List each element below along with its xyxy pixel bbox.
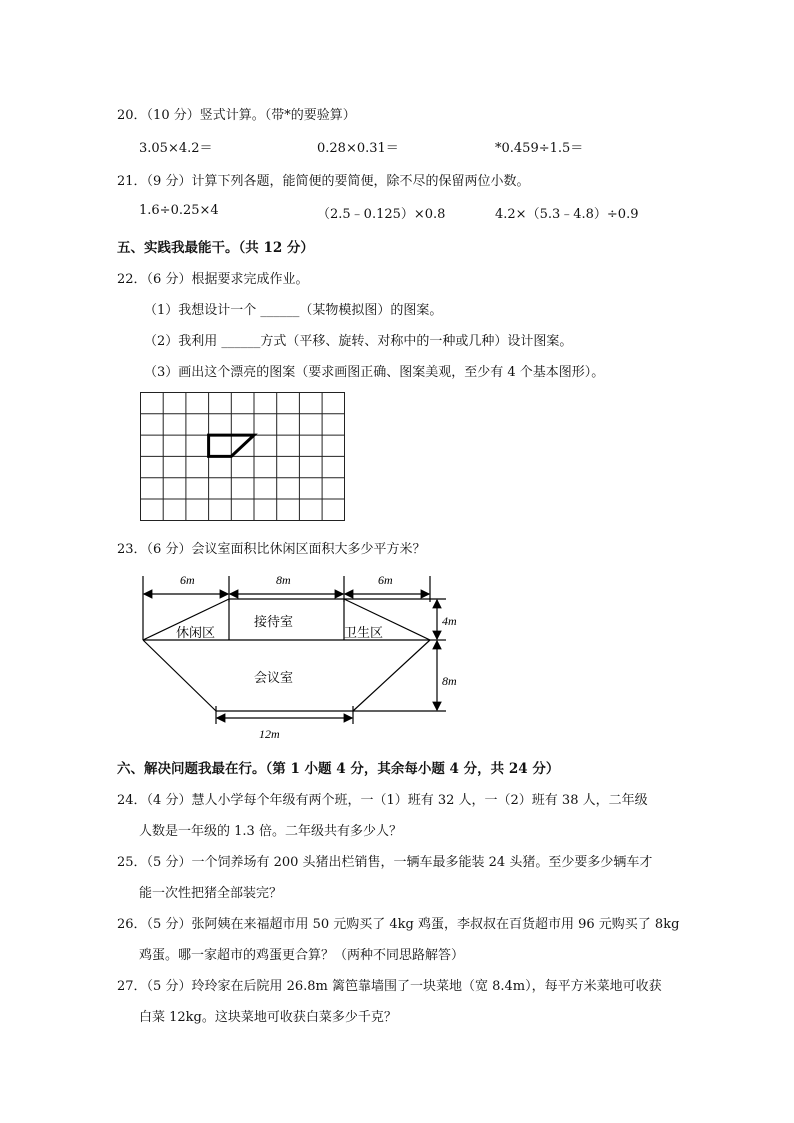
q26-line-2: 鸡蛋。哪一家超市的鸡蛋更合算？（两种不同思路解答）: [139, 948, 465, 963]
q22-line-1: （1）我想设计一个 ______（某物模拟图）的图案。: [144, 303, 443, 318]
q27-line-1: 27．（5 分）玲玲家在后院用 26.8m 篱笆靠墙围了一块菜地（宽 8.4m），每平方米菜地可收获: [117, 979, 662, 994]
floor-plan-diagram: [138, 568, 468, 752]
q23-title: 23．（6 分）会议室面积比休闲区面积大多少平方米？: [117, 542, 426, 557]
q22-title: 22．（6 分）根据要求完成作业。: [117, 272, 309, 287]
q27-line-2: 白菜 12kg。这块菜地可收获白菜多少千克？: [139, 1010, 397, 1025]
q25-line-2: 能一次性把猪全部装完？: [139, 886, 283, 901]
dim-top-left: 6m: [180, 573, 195, 587]
dim-right-lower: 8m: [442, 674, 457, 688]
q24-line-2: 人数是一年级的 1.3 倍。二年级共有多少人？: [139, 824, 402, 839]
dim-top-right: 6m: [378, 573, 393, 587]
dim-bottom: 12m: [259, 727, 280, 741]
q21-title: 21．（9 分）计算下列各题，能简便的要简便，除不尽的保留两位小数。: [117, 174, 530, 189]
label-reception: 接待室: [254, 615, 294, 630]
label-rest-area: 休闲区: [176, 626, 216, 641]
q21-item-2: （2.5﹣0.125）×0.8: [317, 207, 446, 222]
section-5-heading: 五、实践我最能干。（共 12 分）: [117, 240, 314, 256]
q20-title: 20．（10 分）竖式计算。（带*的要验算）: [117, 108, 356, 123]
q25-line-1: 25．（5 分）一个饲养场有 200 头猪出栏销售，一辆车最多能装 24 头猪。至少要多少辆车才: [117, 855, 653, 870]
dim-top-middle: 8m: [276, 573, 291, 587]
q21-item-3: 4.2×（5.3﹣4.8）÷0.9: [495, 207, 639, 222]
q20-item-3: *0.459÷1.5＝: [495, 141, 584, 156]
q26-line-1: 26．（5 分）张阿姨在来福超市用 50 元购买了 4kg 鸡蛋，李叔叔在百货超市用 96 元购买了 8kg: [117, 917, 680, 932]
dim-right-upper: 4m: [442, 614, 457, 628]
q20-item-1: 3.05×4.2＝: [139, 141, 213, 156]
section-6-heading: 六、解决问题我最在行。（第 1 小题 4 分，其余每小题 4 分，共 24 分）: [117, 761, 560, 777]
q20-item-2: 0.28×0.31＝: [317, 141, 399, 156]
label-meeting-room: 会议室: [254, 671, 294, 686]
drawing-grid[interactable]: [140, 392, 346, 526]
q22-line-2: （2）我利用 ______方式（平移、旋转、对称中的一种或几种）设计图案。: [144, 334, 573, 349]
q22-line-3: （3）画出这个漂亮的图案（要求画图正确、图案美观，至少有 4 个基本图形）。: [144, 365, 605, 380]
q24-line-1: 24．（4 分）慧人小学每个年级有两个班，一（1）班有 32 人，一（2）班有 38 人，二年级: [117, 793, 648, 808]
q21-item-1: 1.6÷0.25×4: [139, 203, 219, 218]
label-toilet: 卫生区: [344, 626, 384, 641]
